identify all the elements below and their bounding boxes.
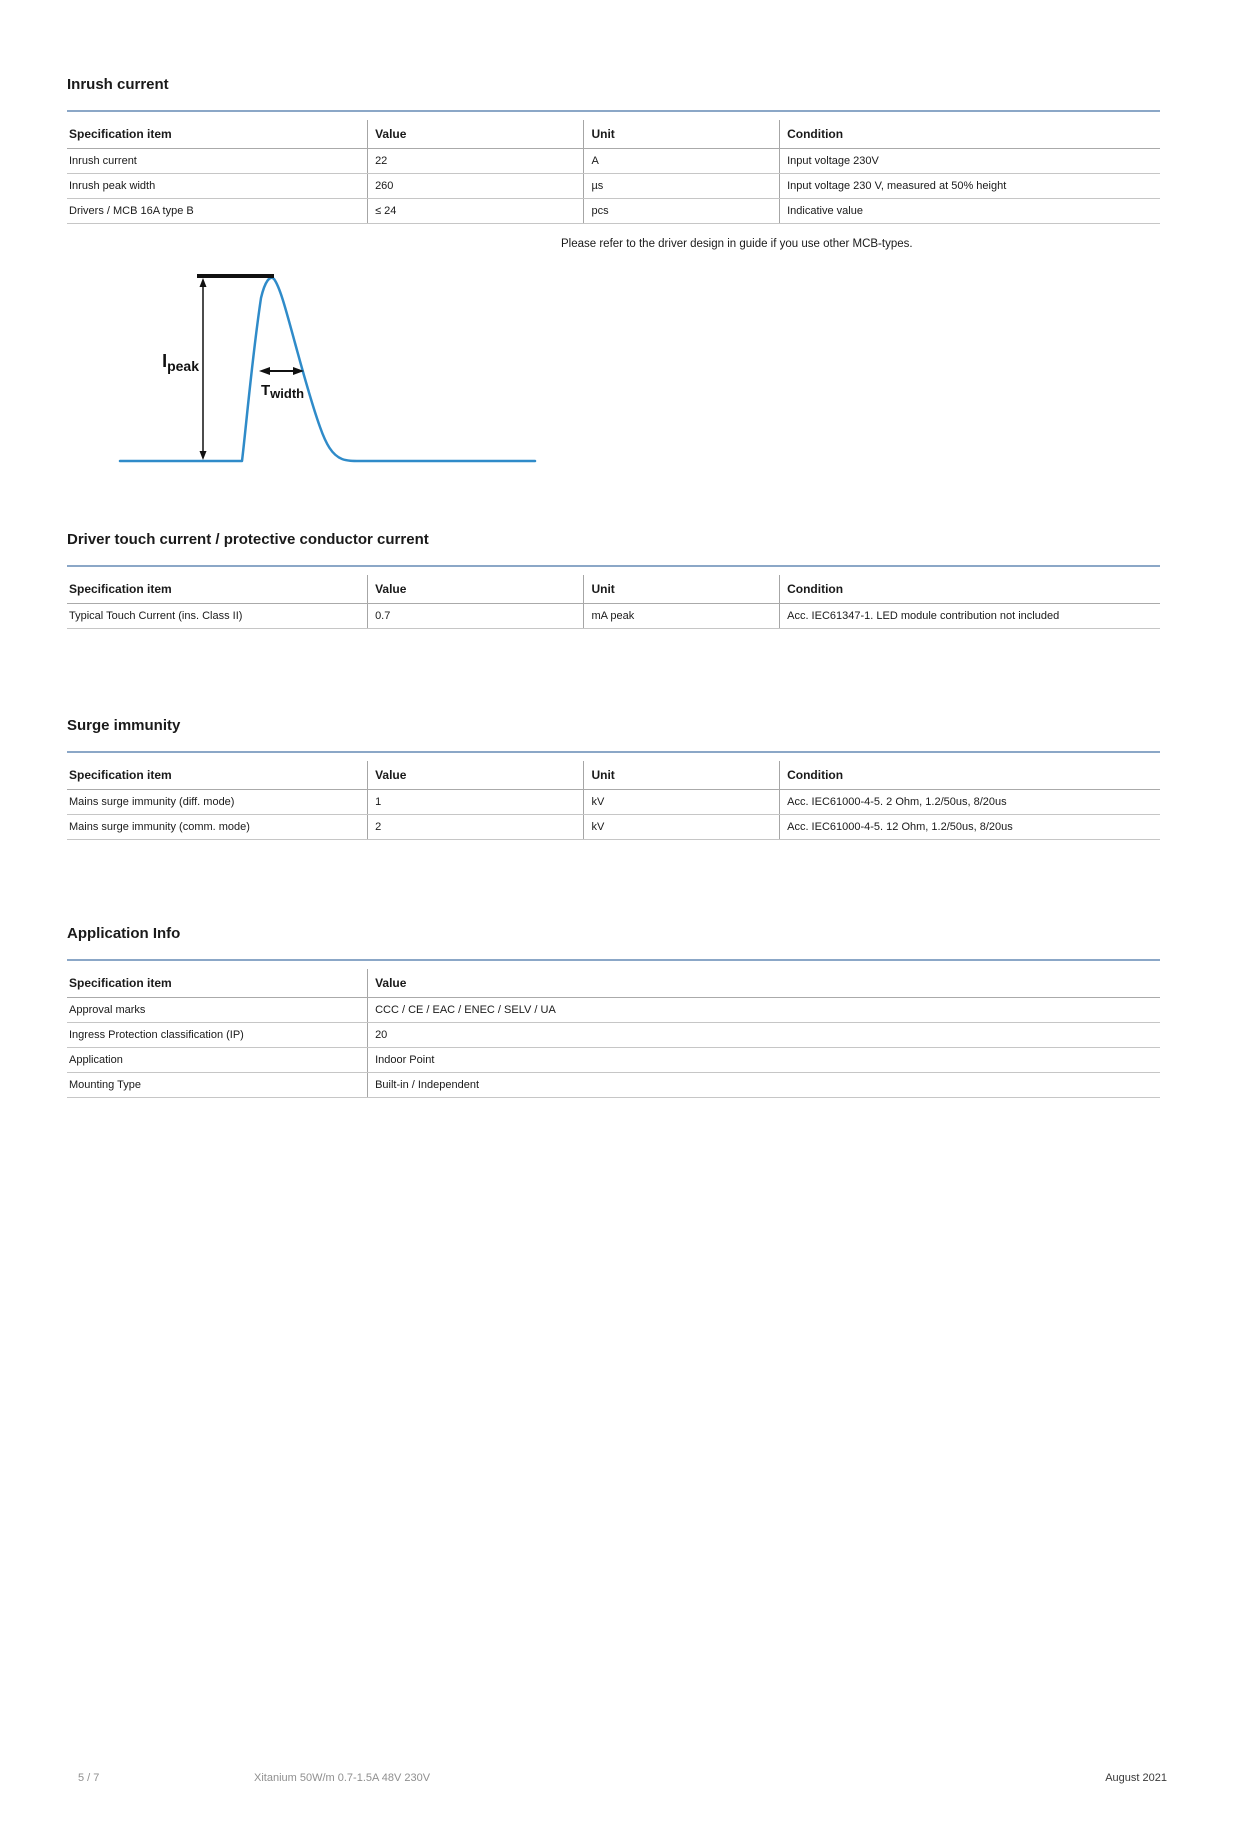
cell-condition: Input voltage 230 V, measured at 50% height — [780, 174, 1160, 199]
column-header-unit: Unit — [584, 575, 780, 604]
table-header-row — [67, 761, 1160, 790]
cell-spec-item: Inrush peak width — [67, 174, 368, 199]
page-content — [67, 77, 1160, 1098]
section-title-inrush-current: Inrush current — [67, 76, 169, 93]
inrush-waveform-figure — [115, 266, 1160, 466]
cell-spec-item: Approval marks — [67, 998, 368, 1023]
column-header-unit: Unit — [584, 120, 780, 149]
ipeak-arrowhead-down-icon — [200, 451, 207, 460]
mcb-note-text: Please refer to the driver design in guide if you use other MCB-types. — [561, 238, 913, 250]
driver-touch-current-table — [67, 575, 1160, 629]
column-header-condition: Condition — [780, 575, 1160, 604]
footer-date: August 2021 — [1105, 1772, 1167, 1784]
section-rule — [67, 751, 1160, 753]
cell-spec-item: Mounting Type — [67, 1073, 368, 1098]
cell-condition: Acc. IEC61347-1. LED module contribution not included — [780, 604, 1160, 629]
inrush-waveform-svg — [115, 266, 545, 466]
ipeak-label-main: I — [162, 351, 168, 371]
cell-value: 2 — [368, 815, 584, 840]
cell-condition: Acc. IEC61000-4-5. 12 Ohm, 1.2/50us, 8/20us — [780, 815, 1160, 840]
table-header-row — [67, 575, 1160, 604]
column-header-value: Value — [368, 575, 584, 604]
table-row — [67, 199, 1160, 224]
cell-spec-item: Inrush current — [67, 149, 368, 174]
cell-value: CCC / CE / EAC / ENEC / SELV / UA — [368, 998, 1160, 1023]
section-inrush-current — [67, 77, 1160, 466]
column-header-condition: Condition — [780, 120, 1160, 149]
table-row — [67, 1073, 1160, 1098]
section-rule — [67, 565, 1160, 567]
application-info-table — [67, 969, 1160, 1098]
cell-unit: A — [584, 149, 780, 174]
cell-value: 260 — [368, 174, 584, 199]
cell-spec-item: Typical Touch Current (ins. Class II) — [67, 604, 368, 629]
ipeak-label — [162, 351, 199, 374]
table-header-row — [67, 969, 1160, 998]
surge-immunity-table — [67, 761, 1160, 840]
twidth-label-main: T — [261, 382, 271, 399]
page-footer — [0, 1772, 1241, 1792]
cell-value: Indoor Point — [368, 1048, 1160, 1073]
column-header-unit: Unit — [584, 761, 780, 790]
cell-unit: kV — [584, 815, 780, 840]
cell-spec-item: Mains surge immunity (diff. mode) — [67, 790, 368, 815]
cell-condition: Acc. IEC61000-4-5. 2 Ohm, 1.2/50us, 8/20us — [780, 790, 1160, 815]
cell-spec-item: Application — [67, 1048, 368, 1073]
section-title-application-info: Application Info — [67, 925, 181, 942]
table-row — [67, 815, 1160, 840]
table-row — [67, 790, 1160, 815]
cell-condition: Input voltage 230V — [780, 149, 1160, 174]
section-surge-immunity — [67, 718, 1160, 840]
column-header-value: Value — [368, 120, 584, 149]
column-header-spec-item: Specification item — [67, 761, 368, 790]
column-header-value: Value — [368, 761, 584, 790]
page-number: 5 / 7 — [78, 1772, 100, 1784]
cell-value: ≤ 24 — [368, 199, 584, 224]
section-rule — [67, 959, 1160, 961]
column-header-spec-item: Specification item — [67, 969, 368, 998]
cell-value: 1 — [368, 790, 584, 815]
cell-unit: mA peak — [584, 604, 780, 629]
section-title-driver-touch-current: Driver touch current / protective conductor current — [67, 531, 429, 548]
section-driver-touch-current — [67, 532, 1160, 629]
cell-value: 20 — [368, 1023, 1160, 1048]
twidth-label-sub: width — [270, 386, 305, 401]
table-row — [67, 174, 1160, 199]
datasheet-page — [0, 77, 1241, 1831]
cell-value: 22 — [368, 149, 584, 174]
cell-spec-item: Mains surge immunity (comm. mode) — [67, 815, 368, 840]
ipeak-arrowhead-up-icon — [200, 278, 207, 287]
column-header-value: Value — [368, 969, 1160, 998]
ipeak-label-sub: peak — [167, 358, 199, 374]
twidth-label — [261, 382, 304, 401]
table-row — [67, 149, 1160, 174]
cell-value: Built-in / Independent — [368, 1073, 1160, 1098]
cell-spec-item: Ingress Protection classification (IP) — [67, 1023, 368, 1048]
cell-condition: Indicative value — [780, 199, 1160, 224]
section-rule — [67, 110, 1160, 112]
twidth-arrowhead-left-icon — [259, 367, 270, 375]
table-row — [67, 998, 1160, 1023]
table-header-row — [67, 120, 1160, 149]
cell-value: 0.7 — [368, 604, 584, 629]
footer-product-name: Xitanium 50W/m 0.7-1.5A 48V 230V — [254, 1772, 431, 1784]
cell-unit: pcs — [584, 199, 780, 224]
table-row — [67, 604, 1160, 629]
column-header-condition: Condition — [780, 761, 1160, 790]
cell-unit: µs — [584, 174, 780, 199]
column-header-spec-item: Specification item — [67, 575, 368, 604]
section-application-info — [67, 926, 1160, 1098]
cell-spec-item: Drivers / MCB 16A type B — [67, 199, 368, 224]
section-title-surge-immunity: Surge immunity — [67, 717, 181, 734]
cell-unit: kV — [584, 790, 780, 815]
column-header-spec-item: Specification item — [67, 120, 368, 149]
table-row — [67, 1048, 1160, 1073]
inrush-current-table — [67, 120, 1160, 224]
table-row — [67, 1023, 1160, 1048]
